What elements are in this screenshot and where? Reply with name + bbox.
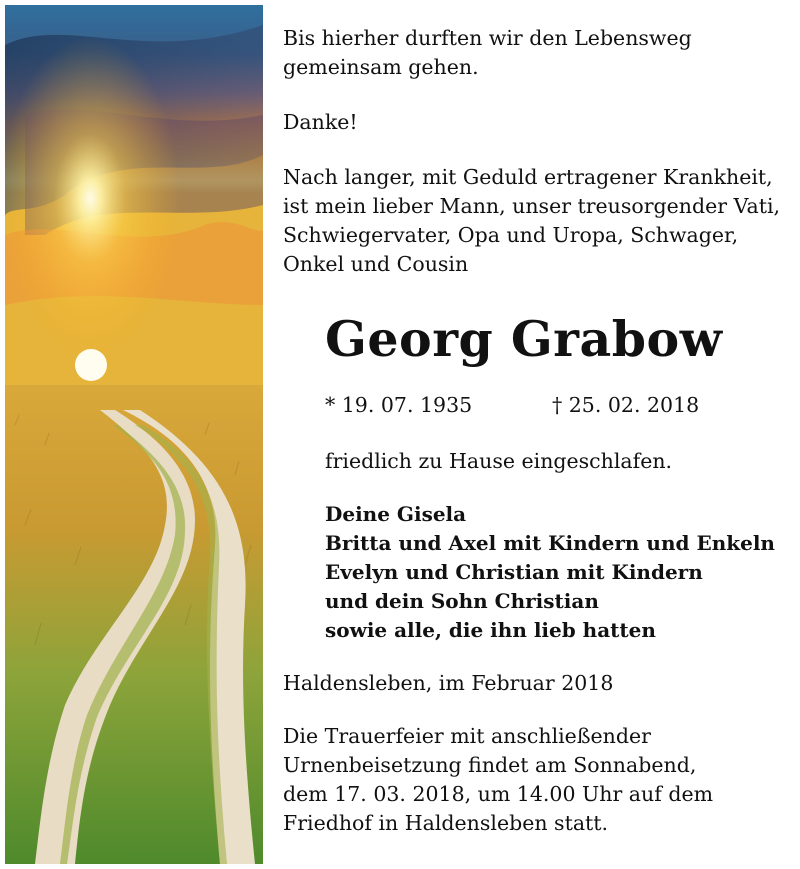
sunset-field-path-image bbox=[5, 5, 263, 864]
funeral-line: Friedhof in Haldensleben statt. bbox=[283, 811, 609, 835]
thanks-text: Danke! bbox=[283, 110, 358, 134]
funeral-line: dem 17. 03. 2018, um 14.00 Uhr auf dem bbox=[283, 782, 714, 806]
announcement-line: ist mein lieber Mann, unser treusorgender Vati, bbox=[283, 194, 781, 218]
mourner-line: und dein Sohn Christian bbox=[325, 589, 599, 613]
obituary-text bbox=[283, 24, 788, 838]
mourner-line: Deine Gisela bbox=[325, 502, 467, 526]
birth-date: * 19. 07. 1935 bbox=[325, 393, 473, 417]
announcement-line: Schwiegervater, Opa und Uropa, Schwager, bbox=[283, 223, 739, 247]
intro-line-2: gemeinsam gehen. bbox=[283, 55, 479, 79]
intro-line-1: Bis hierher durften wir den Lebensweg bbox=[283, 26, 692, 50]
mourners-list bbox=[325, 500, 788, 645]
place-date: Haldensleben, im Februar 2018 bbox=[283, 671, 614, 695]
funeral-info bbox=[283, 722, 788, 838]
deceased-name: Georg Grabow bbox=[325, 310, 723, 368]
mourner-line: Evelyn und Christian mit Kindern bbox=[325, 560, 703, 584]
mourner-line: sowie alle, die ihn lieb hatten bbox=[325, 618, 656, 642]
death-date: † 25. 02. 2018 bbox=[552, 393, 700, 417]
passing-note: friedlich zu Hause eingeschlafen. bbox=[325, 449, 673, 473]
announcement-line: Nach langer, mit Geduld ertragener Krankheit, bbox=[283, 165, 773, 189]
life-dates bbox=[325, 393, 788, 423]
funeral-line: Urnenbeisetzung findet am Sonnabend, bbox=[283, 753, 697, 777]
mourner-line: Britta und Axel mit Kindern und Enkeln bbox=[325, 531, 775, 555]
announcement-line: Onkel und Cousin bbox=[283, 252, 469, 276]
funeral-line: Die Trauerfeier mit anschließender bbox=[283, 724, 651, 748]
announcement bbox=[283, 163, 788, 279]
